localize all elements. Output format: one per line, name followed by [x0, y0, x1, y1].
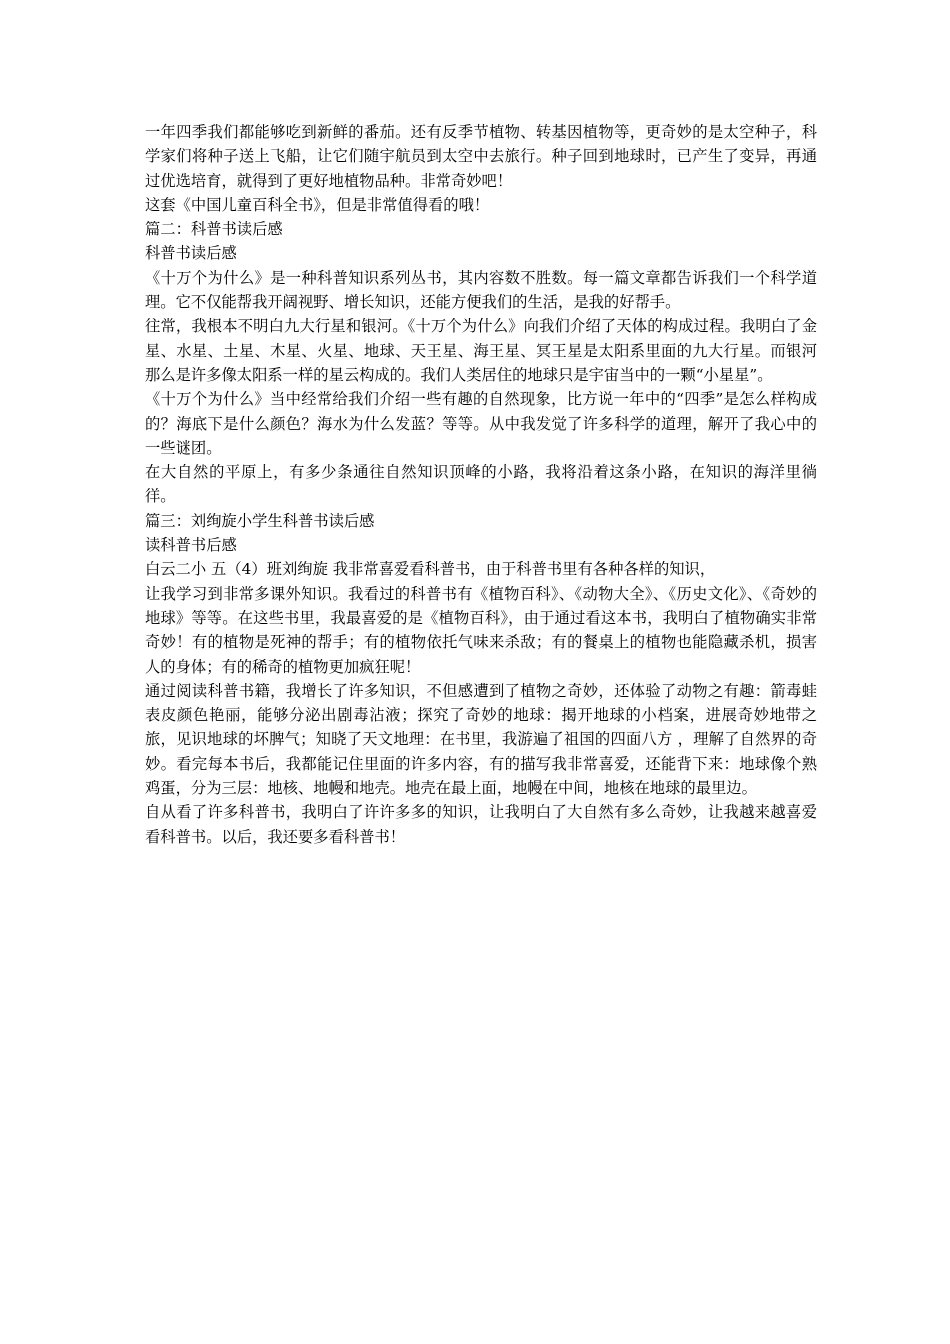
- essay-title-part-two: 科普书读后感: [145, 244, 237, 263]
- paragraph-tomato-space-seeds: 一年四季我们都能够吃到新鲜的番茄。还有反季节植物、转基因植物等，更奇妙的是太空种子，科学家们将种子送上飞船，让它们随宇航员到太空中去旅行。种子回到地球时，已产生了变异，再通过优选培育，就得到了更好地植物品种。非常奇妙吧！: [145, 123, 817, 190]
- paragraph-encyclopedia-recommendation: 这套《中国儿童百科全书》，但是非常值得看的哦！: [145, 195, 490, 214]
- paragraph-plant-encyclopedia: 让我学习到非常多课外知识。我看过的科普书有《植物百科》、《动物大全》、《历史文化》、《奇妙的地球》等等。在这些书里，我最喜爱的是《植物百科》，由于通过看这本书，我明白了植物确实非常奇妙！有的植物是死神的帮手；有的植物依托气味来杀敌；有的餐桌上的植物也能隐藏杀机，损害人的身体；有的稀奇的植物更加疯狂呢！: [145, 584, 817, 676]
- paragraph-hundred-thousand-whys-intro: 《十万个为什么》是一种科普知识系列丛书，其内容数不胜数。每一篇文章都告诉我们一个科学道理。它不仅能帮我开阔视野、增长知识，还能方便我们的生活，是我的好帮手。: [145, 268, 817, 312]
- paragraph-knowledge-path: 在大自然的平原上，有多少条通往自然知识顶峰的小路，我将沿着这条小路，在知识的海洋里徜徉。: [145, 463, 817, 506]
- paragraph-conclusion: 自从看了许多科普书，我明白了许许多多的知识，让我明白了大自然有多么奇妙，让我越来越喜爱看科普书。以后，我还要多看科普书！: [145, 803, 817, 846]
- essay-title-part-three: 读科普书后感: [145, 536, 237, 555]
- section-heading-part-two: 篇二：科普书读后感: [145, 220, 283, 239]
- paragraph-reading-gains: 通过阅读科普书籍，我增长了许多知识，不但感遭到了植物之奇妙，还体验了动物之有趣：箭毒蛙表皮颜色艳丽，能够分泌出剧毒沾液；探究了奇妙的地球：揭开地球的小档案，进展奇妙地带之旅，见识地球的坏脾气；知晓了天文地理：在书里，我游遍了祖国的四面八方 ，理解了自然界的奇妙。看完每本书后，我都能记住里面的许多内容，有的描写我非常喜爱，还能背下来：地球像个熟鸡蛋，分为三层：地核、地幔和地壳。地壳在最上面，地幔在中间，地核在地球的最里边。: [145, 681, 817, 798]
- paragraph-natural-phenomena: 《十万个为什么》当中经常给我们介绍一些有趣的自然现象，比方说一年中的“四季”是怎么样构成的？海底下是什么颜色？海水为什么发蓝？等等。从中我发觉了许多科学的道理，解开了我心中的一些谜团。: [145, 390, 817, 457]
- paragraph-nine-planets: 往常，我根本不明白九大行星和银河。《十万个为什么》向我们介绍了天体的构成过程。我明白了金星、水星、土星、木星、火星、地球、天王星、海王星、冥王星是太阳系里面的九大行星。而银河那么是许多像太阳系一样的星云构成的。我们人类居住的地球只是宇宙当中的一颗“小星星”。: [145, 317, 817, 384]
- section-heading-part-three: 篇三：刘绚旋小学生科普书读后感: [145, 511, 375, 530]
- paragraph-author-intro: 白云二小 五（4）班刘绚旋 我非常喜爱看科普书，由于科普书里有各种各样的知识，: [145, 560, 716, 579]
- document-body: [145, 120, 817, 849]
